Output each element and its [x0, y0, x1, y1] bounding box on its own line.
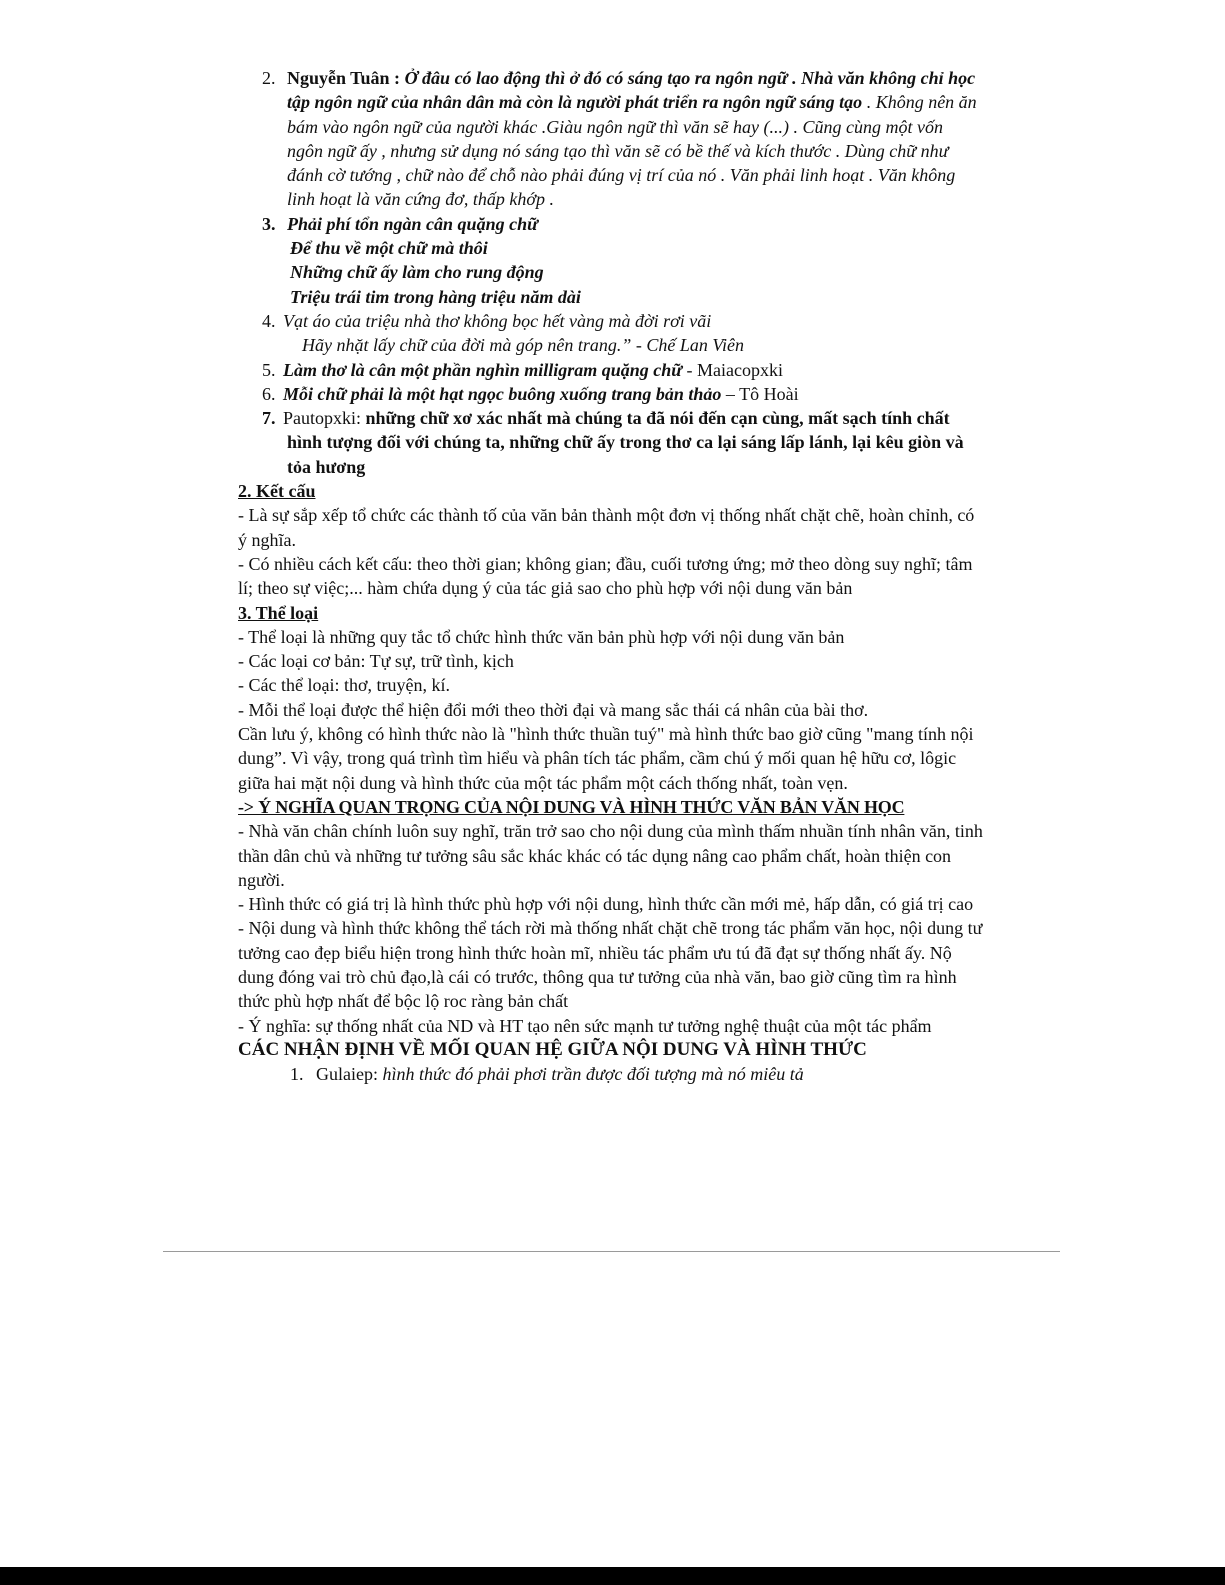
quote-item-2 — [238, 66, 983, 212]
quote-bold-text: Ở đâu có lao động thì ở đó có sáng tạo ra ngôn ngữ . Nhà văn không chỉ học tập ngôn ngữ của nhân dân mà còn là người phát triển ra ngôn ngữ sáng tạo — [287, 68, 976, 113]
list-number: 7. — [262, 408, 276, 429]
quote-author: Nguyễn Tuân : — [287, 68, 401, 88]
quote-text: Làm thơ là cân một phần nghìn milligram quặng chữ — [283, 359, 683, 380]
quote-author: – Tô Hoài — [721, 383, 799, 404]
quote-author: Pautopxki: — [283, 408, 366, 429]
page-bottom-border — [0, 1567, 1225, 1585]
paragraph: - Nội dung và hình thức không thể tách rời mà thống nhất chặt chẽ trong tác phẩm văn học, nội dung tư tưởng cao đẹp biểu hiện trong hình thức hoàn mĩ, nhiều tác phẩm ưu tú đã đạt sự thống nhất ấy. Nộ dung đóng vai trò chủ đạo,là cái có trước, thông qua tư tưởng của nhà văn, bao giờ cũng tìm ra hình thức phù hợp nhất để bộc lộ roc ràng bản chất — [238, 918, 983, 1012]
list-number: 5. — [262, 359, 276, 380]
poem-line: Những chữ ấy làm cho rung động — [290, 262, 544, 283]
quote-item-7 — [238, 406, 983, 479]
list-number: 4. — [262, 310, 276, 331]
quote-author: - Maiacopxki — [682, 359, 784, 380]
paragraph: - Là sự sắp xếp tổ chức các thành tố của văn bản thành một đơn vị thống nhất chặt chẽ, hoàn chỉnh, có ý nghĩa. — [238, 505, 975, 550]
quote-text: những chữ xơ xác nhất mà chúng ta đã nói đến cạn cùng, mất sạch tính chất hình tượng đối với chúng ta, những chữ ấy trong thơ ca lại sáng lấp lánh, lại kêu giòn và tỏa hương — [287, 408, 964, 477]
poem-line: Vạt áo của triệu nhà thơ không bọc hết vàng mà đời rơi vãi — [283, 310, 712, 331]
paragraph: - Các loại cơ bản: Tự sự, trữ tình, kịch — [238, 651, 514, 672]
paragraph: - Nhà văn chân chính luôn suy nghĩ, trăn trở sao cho nội dung của mình thấm nhuần tính nhân văn, tinh thần dân chủ và những tư tưởng sâu sắc khác khác có tác dụng nâng cao phẩm chất, hoàn thiện con người. — [238, 821, 983, 890]
quote-item-5 — [238, 358, 983, 382]
quote-author: Gulaiep: — [316, 1064, 383, 1085]
quote-text: hình thức đó phải phơi trần được đối tượng mà nó miêu tả — [382, 1064, 804, 1085]
list-number: 3. — [262, 213, 276, 234]
list-number: 2. — [262, 68, 276, 88]
quote-item-1 — [238, 1062, 983, 1086]
poem-line: Triệu trái tim trong hàng triệu năm dài — [290, 286, 581, 307]
section-heading-ket-cau: 2. Kết cấu — [238, 481, 316, 502]
page-divider — [163, 1251, 1060, 1252]
section-heading-the-loai: 3. Thể loại — [238, 602, 319, 623]
list-number: 1. — [290, 1064, 304, 1085]
list-number: 6. — [262, 383, 276, 404]
quote-item-4 — [238, 309, 983, 358]
quote-item-6 — [238, 382, 983, 406]
paragraph: Cần lưu ý, không có hình thức nào là "hình thức thuần tuý" mà hình thức bao giờ cũng "mang tính nội dung”. Vì vậy, trong quá trình tìm hiểu và phân tích tác phẩm, cầm chú ý mối quan hệ hữu cơ, lôgic giữa hai mặt nội dung và hình thức của một tác phẩm một cách thống nhất, toàn vẹn. — [238, 724, 974, 793]
section-heading-y-nghia: -> Ý NGHĨA QUAN TRỌNG CỦA NỘI DUNG VÀ HÌNH THỨC VĂN BẢN VĂN HỌC — [238, 796, 905, 817]
paragraph: - Mỗi thể loại được thể hiện đổi mới theo thời đại và mang sắc thái cá nhân của bài thơ. — [238, 699, 869, 720]
section-heading-nhan-dinh: CÁC NHẬN ĐỊNH VỀ MỐI QUAN HỆ GIỮA NỘI DUNG VÀ HÌNH THỨC — [238, 1038, 867, 1060]
paragraph: - Hình thức có giá trị là hình thức phù hợp với nội dung, hình thức cần mới mẻ, hấp dẫn, có giá trị cao — [238, 894, 974, 915]
poem-line: Phải phí tổn ngàn cân quặng chữ — [287, 213, 538, 234]
paragraph: - Ý nghĩa: sự thống nhất của ND và HT tạo nên sức mạnh tư tưởng nghệ thuật của một tác phẩm — [238, 1015, 932, 1036]
paragraph: - Các thể loại: thơ, truyện, kí. — [238, 675, 450, 696]
document-page — [238, 66, 983, 1086]
poem-line: Hãy nhặt lấy chữ của đời mà góp nên trang.” - Chế Lan Viên — [302, 335, 745, 356]
paragraph: - Thể loại là những quy tắc tổ chức hình thức văn bản phù hợp với nội dung văn bản — [238, 626, 845, 647]
paragraph: - Có nhiều cách kết cấu: theo thời gian; không gian; đầu, cuối tương ứng; mở theo dòng suy nghĩ; tâm lí; theo sự việc;... hàm chứa dụng ý của tác giả sao cho phù hợp với nội dung văn bản — [238, 553, 973, 599]
quote-text: Mỗi chữ phải là một hạt ngọc buông xuống trang bản thảo — [283, 383, 722, 404]
quote-italic-text: . Không nên ăn bám vào ngôn ngữ của người khác .Giàu ngôn ngữ thì văn sẽ hay (...) . Cũng cùng một vốn ngôn ngữ ấy , nhưng sử dụng nó sáng tạo thì văn sẽ có bề thế và kích thước . Dùng chữ như đánh cờ tướng , chữ nào để chỗ nào phải đúng vị trí của nó . Văn phải linh hoạt . Văn không linh hoạt là văn cứng đơ, thấp khớp . — [287, 92, 977, 210]
poem-line: Để thu về một chữ mà thôi — [290, 238, 488, 259]
quote-item-3 — [238, 212, 983, 309]
